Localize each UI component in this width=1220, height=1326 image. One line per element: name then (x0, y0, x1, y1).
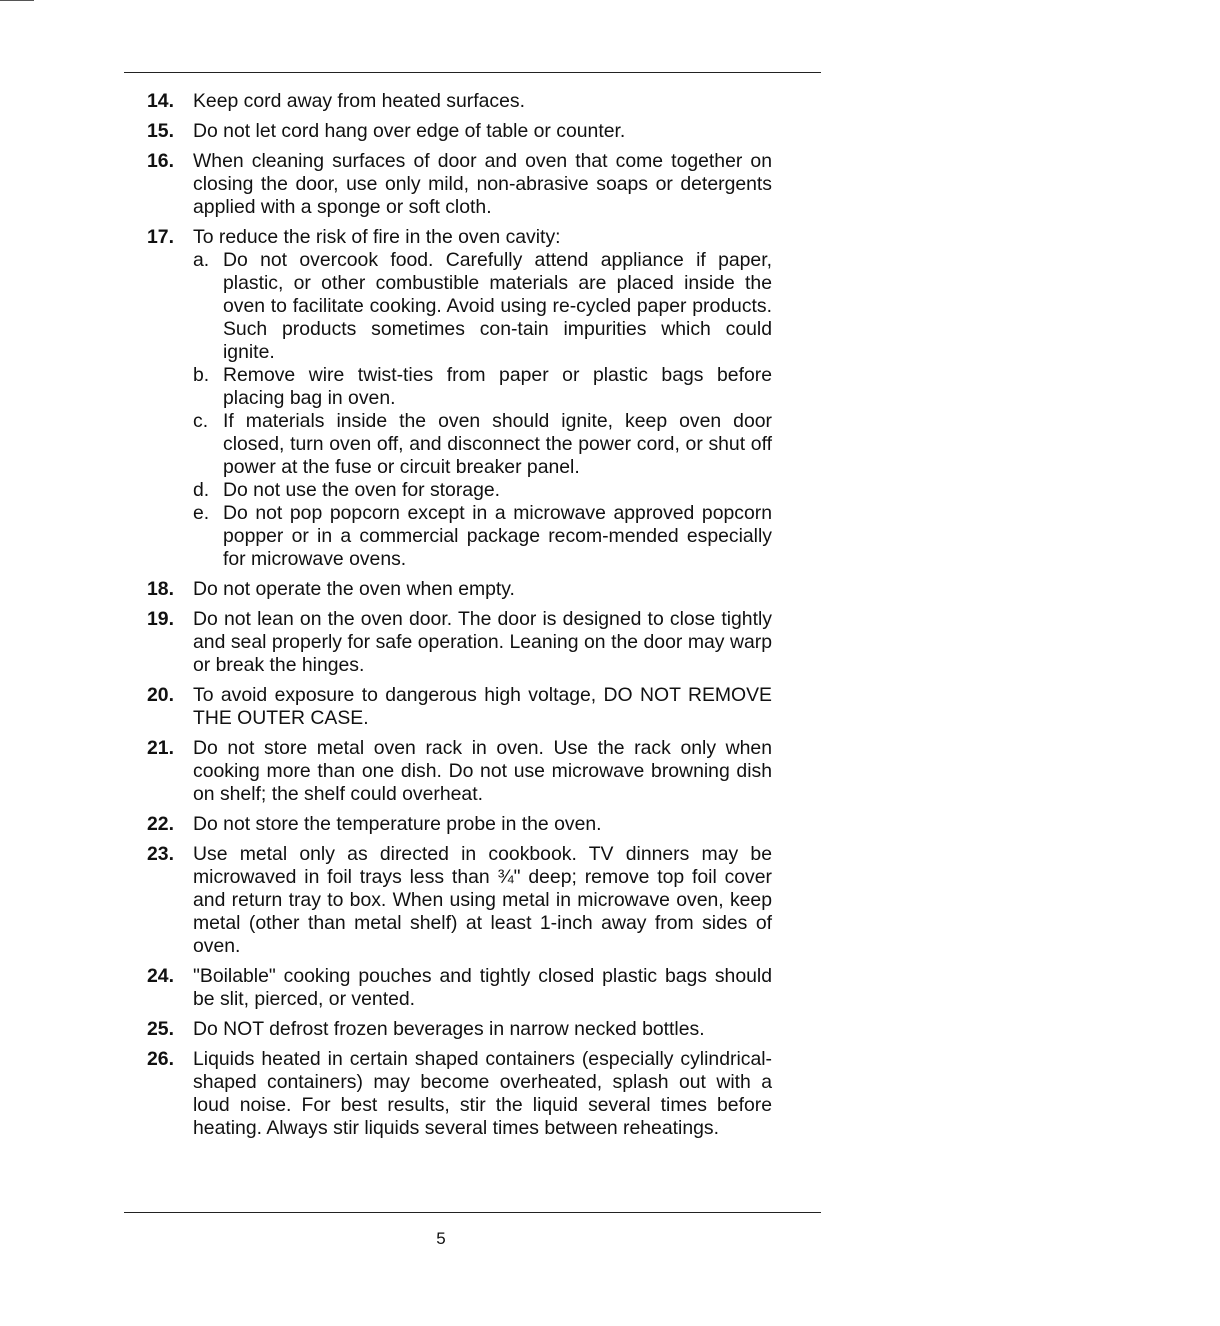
top-rule (124, 72, 821, 73)
item-text: Liquids heated in certain shaped containers (especially cylindrical-shaped containers) may become overheated, splash out with a loud noise. For best results, stir the liquid several times before heating. Always stir liquids several times between reheatings. (193, 1048, 772, 1139)
sub-item-text: Do not overcook food. Carefully attend appliance if paper, plastic, or other combustible materials are placed inside the oven to facilitate cooking. Avoid using re-cycled paper products. Such products sometimes con-tain impurities which could ignite. (223, 249, 772, 363)
item-text: Do not let cord hang over edge of table or counter. (193, 120, 626, 142)
item-number: 26. (147, 1048, 174, 1070)
item-number: 18. (147, 578, 174, 600)
sub-list (193, 249, 772, 571)
list-item (147, 684, 772, 730)
sub-item-text: Do not use the oven for storage. (223, 479, 501, 501)
sub-item-letter: a. (193, 249, 210, 271)
item-text: Do not store metal oven rack in oven. Use the rack only when cooking more than one dish. Do not use microwave browning dish on shelf; the shelf could overheat. (193, 737, 772, 805)
list-item (147, 578, 772, 601)
page-number: 5 (436, 1229, 446, 1248)
list-item (147, 1018, 772, 1041)
item-text: When cleaning surfaces of door and oven that come together on closing the door, use only mild, non-abrasive soaps or detergents applied with a sponge or soft cloth. (193, 150, 772, 218)
sub-item (193, 249, 772, 364)
list-item (147, 813, 772, 836)
sub-item (193, 364, 772, 410)
sub-item (193, 479, 772, 502)
item-number: 23. (147, 843, 174, 865)
item-text: Do NOT defrost frozen beverages in narrow necked bottles. (193, 1018, 705, 1040)
item-number: 21. (147, 737, 174, 759)
list-item (147, 965, 772, 1011)
item-number: 20. (147, 684, 174, 706)
sub-item-letter: e. (193, 502, 210, 524)
item-text: To avoid exposure to dangerous high voltage, DO NOT REMOVE THE OUTER CASE. (193, 684, 772, 729)
scan-corner-mark (0, 0, 34, 1)
sub-item-letter: b. (193, 364, 210, 386)
item-number: 15. (147, 120, 174, 142)
item-number: 14. (147, 90, 174, 112)
item-text: Keep cord away from heated surfaces. (193, 90, 525, 112)
item-number: 19. (147, 608, 174, 630)
item-text: To reduce the risk of fire in the oven cavity: (193, 226, 561, 248)
list-item (147, 226, 772, 571)
item-number: 17. (147, 226, 174, 248)
sub-item-letter: c. (193, 410, 209, 432)
item-text: Do not operate the oven when empty. (193, 578, 515, 600)
item-text: "Boilable" cooking pouches and tightly closed plastic bags should be slit, pierced, or vented. (193, 965, 772, 1010)
list-item (147, 120, 772, 143)
sub-item (193, 502, 772, 571)
bottom-rule (124, 1212, 821, 1213)
sub-item-text: If materials inside the oven should ignite, keep oven door closed, turn oven off, and disconnect the power cord, or shut off power at the fuse or circuit breaker panel. (223, 410, 772, 478)
sub-item (193, 410, 772, 479)
list-item (147, 1048, 772, 1140)
sub-item-letter: d. (193, 479, 210, 501)
list-item (147, 150, 772, 219)
item-number: 22. (147, 813, 174, 835)
item-text: Do not lean on the oven door. The door is designed to close tightly and seal properly for safe operation. Leaning on the door may warp or break the hinges. (193, 608, 772, 676)
sub-item-text: Remove wire twist-ties from paper or plastic bags before placing bag in oven. (223, 364, 772, 409)
list-item (147, 90, 772, 113)
safety-instructions-list (147, 90, 772, 1147)
item-number: 24. (147, 965, 174, 987)
list-item (147, 737, 772, 806)
list-item (147, 843, 772, 958)
list-item (147, 608, 772, 677)
item-text: Do not store the temperature probe in the oven. (193, 813, 602, 835)
item-text: Use metal only as directed in cookbook. TV dinners may be microwaved in foil trays less than ¾" deep; remove top foil cover and return tray to box. When using metal in microwave oven, keep metal (other than metal shelf) at least 1-inch away from sides of oven. (193, 843, 772, 957)
item-number: 25. (147, 1018, 174, 1040)
item-number: 16. (147, 150, 174, 172)
sub-item-text: Do not pop popcorn except in a microwave approved popcorn popper or in a commercial package recom-mended especially for microwave ovens. (223, 502, 772, 570)
